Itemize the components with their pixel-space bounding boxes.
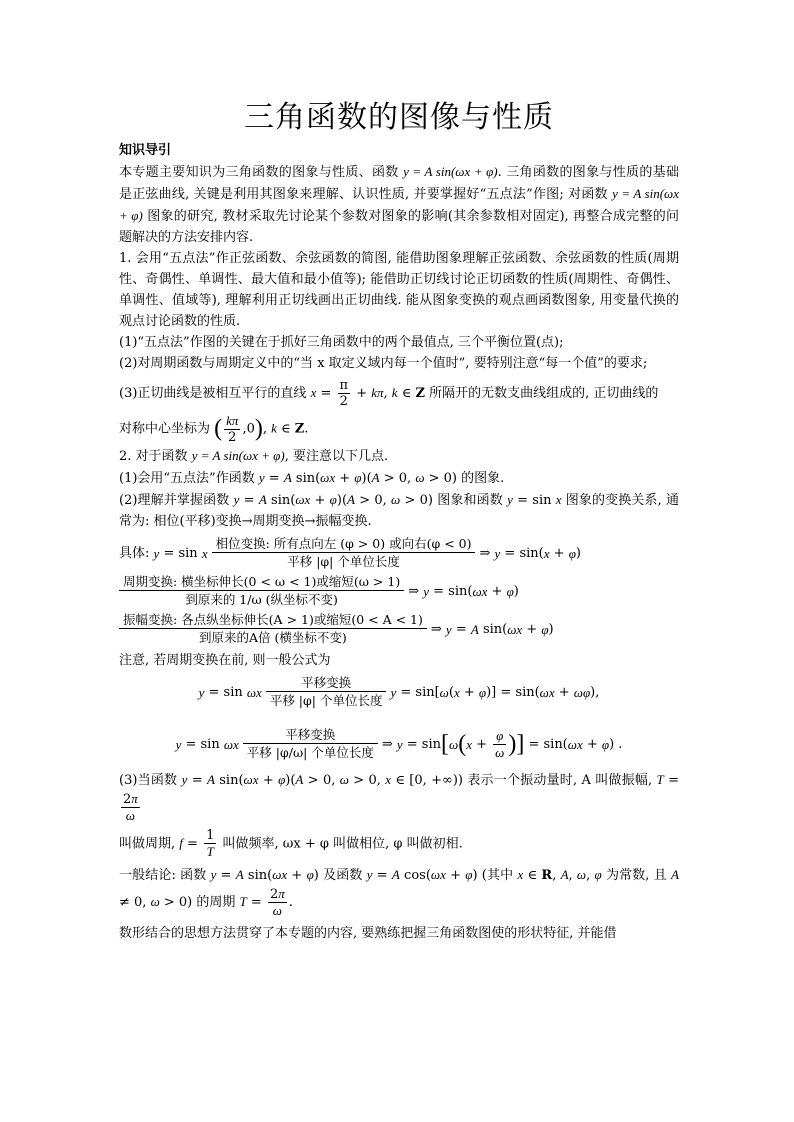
intro-paragraph: 本专题主要知识为三角函数的图象与性质、函数 y = A sin(ωx + φ). 三角函数的图象与性质的基础是正弦曲线, 关键是利用其图象来理解、认识性质, 并要掌握好“五点法”作图; 对函数 y = A sin(ωx + φ) 图象的研究, 教材采取先讨论某个参数对图象的影响(其余参数相对固定), 再整合成完整的问题解决的方法安排内容. bbox=[119, 164, 680, 245]
formula-main: y = A sin(ωx + φ) bbox=[403, 164, 498, 179]
transform-amplitude: 振幅变换: 各点纵坐标伸长(A > 1)或缩短(0 < A < 1) 到原来的A倍 (横坐标不变) ⇒ y = A sin( ωx + φ ) bbox=[119, 612, 679, 646]
section-heading: 知识导引 bbox=[119, 143, 172, 158]
arrow-shift-2: 平移变换 平移 |φ/ω| 个单位长度 bbox=[243, 727, 378, 761]
point-3-cont: 叫做周期, f = $\frac{1}{T}$ 叫做频率, ωx + φ 叫做相位, φ 叫做初相. bbox=[119, 828, 463, 859]
point-1-2: (2)对周期函数与周期定义中的“当 x 取定义域内每一个值时”, 要特别注意“每一个值”的要求; bbox=[119, 356, 648, 371]
document-page bbox=[119, 98, 679, 944]
fraction-pi-2: $\frac{\pi}{2}$ bbox=[339, 378, 349, 409]
point-1: 1. 会用“五点法”作正弦函数、余弦函数的简图, 能借助图象理解正弦函数、余弦函数的性质(周期性、奇偶性、单调性、最大值和最小值等); 能借助正切线讨论正切函数的性质(周期性、奇偶性、单调性、值域等), 理解利用正切线画出正切曲线. 能从图象变换的观点画函数图象, 用变量代换的观点讨论函数的性质. bbox=[119, 251, 679, 329]
page-title: 三角函数的图像与性质 bbox=[244, 100, 554, 135]
last-paragraph: 数形结合的思想方法贯穿了本专题的内容, 要熟练把握三角函数图使的形状特征, 并能借 bbox=[119, 926, 617, 941]
point-1-3: (3)正切曲线是被相互平行的直线 x = $\frac{\pi}{2}$ + kπ, k ∈ Z 所隔开的无数支曲线组成的, 正切曲线的 bbox=[119, 378, 659, 409]
formula-main-2: y = A sin(ωx + φ) bbox=[119, 186, 680, 223]
formula-period-first: y = sin ωx 平移变换 平移 |φ| 个单位长度 y = sin[ ω ( x + φ )] = sin( ωx + ωφ ), bbox=[198, 675, 600, 708]
arrow-amplitude: 振幅变换: 各点纵坐标伸长(A > 1)或缩短(0 < A < 1) 到原来的A倍 (横坐标不变) bbox=[119, 612, 427, 646]
general-conclusion: 一般结论: 函数 y = A sin(ωx + φ) 及函数 y = A cos(ωx + φ) (其中 x ∈ R, A, ω, φ 为常数, 且 A ≠ 0, ω > 0) 的周期 T = $\frac{2\pi}{\omega}$ . bbox=[119, 867, 679, 918]
formula-period-first-2: y = sin ωx 平移变换 平移 |φ/ω| 个单位长度 ⇒ y = sin [ ω ( x + $\frac{\varphi}{\omega}$ ) ] = sin( ωx + φ ) . bbox=[175, 727, 623, 760]
arrow-phase: 相位变换: 所有点向左 (φ > 0) 或向右(φ < 0) 平移 |φ| 个单位长度 bbox=[212, 536, 476, 570]
point-1-1: (1)“五点法”作图的关键在于抓好三角函数中的两个最值点, 三个平衡位置(点); bbox=[119, 335, 564, 350]
transform-period: 周期变换: 横坐标伸长(0 < ω < 1)或缩短(ω > 1) 到原来的 1/ω (纵坐标不变) ⇒ y = sin( ωx + φ ) bbox=[119, 574, 679, 608]
point-3: (3)当函数 y = A sin(ωx + φ)(A > 0, ω > 0, x ∈ [0, +∞)) 表示一个振动量时, A 叫做振幅, T = $\frac{2\pi}{\omega}$ bbox=[119, 772, 679, 823]
note-line: 注意, 若周期变换在前, 则一般公式为 bbox=[119, 653, 331, 668]
point-2-2: (2)理解并掌握函数 y = A sin(ωx + φ)(A > 0, ω > 0) 图象和函数 y = sin x 图象的变换关系, 通常为: 相位(平移)变换→周期变换→振幅变换. bbox=[119, 492, 680, 529]
point-1-3-center: 对称中心坐标为 ( $\frac{k\pi}{2}$ ,0), k ∈ Z. bbox=[119, 413, 309, 445]
arrow-period: 周期变换: 横坐标伸长(0 < ω < 1)或缩短(ω > 1) 到原来的 1/ω (纵坐标不变) bbox=[119, 574, 404, 608]
transform-phase: 具体: y = sin x 相位变换: 所有点向左 (φ > 0) 或向右(φ < 0) 平移 |φ| 个单位长度 ⇒ y = sin( x + φ ) bbox=[119, 536, 581, 569]
point-2: 2. 对于函数 y = A sin(ωx + φ), 要注意以下几点. bbox=[119, 448, 389, 464]
arrow-shift-1: 平移变换 平移 |φ| 个单位长度 bbox=[266, 675, 387, 709]
point-2-1: (1)会用“五点法”作函数 y = A sin(ωx + φ)(A > 0, ω > 0) 的图象. bbox=[119, 470, 505, 486]
